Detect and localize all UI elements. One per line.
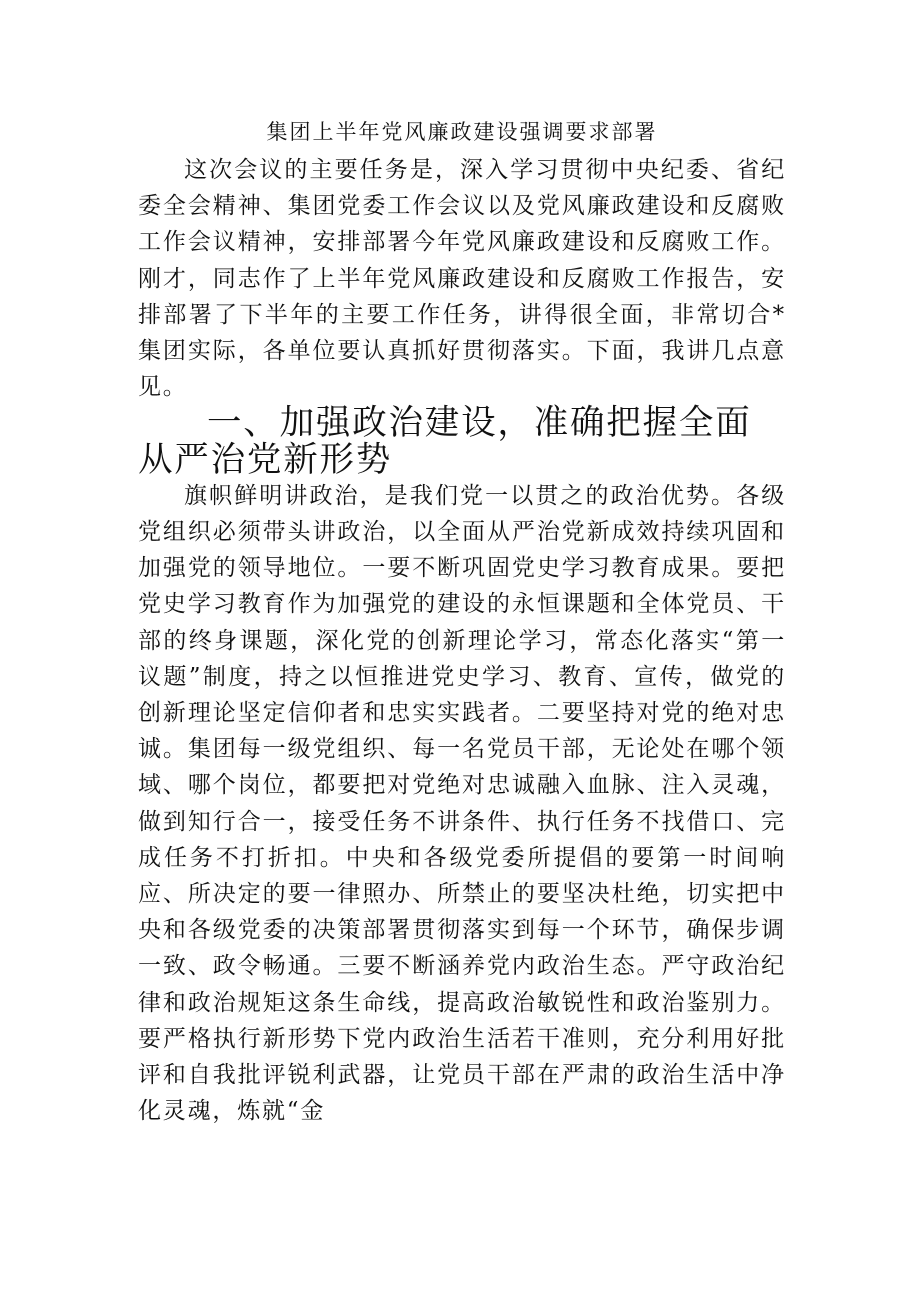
document-title: 集团上半年党风廉政建设强调要求部署 bbox=[266, 120, 658, 144]
intro-paragraph: 这次会议的主要任务是，深入学习贯彻中央纪委、省纪委全会精神、集团党委工作会议以及党风廉政建设和反腐败工作会议精神，安排部署今年党风廉政建设和反腐败工作。刚才，同志作了上半年党风廉政建设和反腐败工作报告，安排部署了下半年的主要工作任务，讲得很全面，非常切合*集团实际，各单位要认真抓好贯彻落实。下面，我讲几点意见。 bbox=[138, 157, 786, 401]
document-body bbox=[138, 112, 786, 1129]
section-heading-1: 一、加强政治建设，准确把握全面从严治党新形势 bbox=[138, 403, 752, 480]
section-1-paragraph: 旗帜鲜明讲政治，是我们党一以贯之的政治优势。各级党组织必须带头讲政治，以全面从严治党新成效持续巩固和加强党的领导地位。一要不断巩固党史学习教育成果。要把党史学习教育作为加强党的建设的永恒课题和全体党员、干部的终身课题，深化党的创新理论学习，常态化落实“第一议题”制度，持之以恒推进党史学习、教育、宣传，做党的创新理论坚定信仰者和忠实实践者。二要坚持对党的绝对忠诚。集团每一级党组织、每一名党员干部，无论处在哪个领域、哪个岗位，都要把对党绝对忠诚融入血脉、注入灵魂，做到知行合一，接受任务不讲条件、执行任务不找借口、完成任务不打折扣。中央和各级党委所提倡的要第一时间响应、所决定的要一律照办、所禁止的要坚决杜绝，切实把中央和各级党委的决策部署贯彻落实到每一个环节，确保步调一致、政令畅通。三要不断涵养党内政治生态。严守政治纪律和政治规矩这条生命线，提高政治敏锐性和政治鉴别力。要严格执行新形势下党内政治生活若干准则，充分利用好批评和自我批评锐利武器，让党员干部在严肃的政治生活中净化灵魂，炼就“金 bbox=[138, 482, 786, 1125]
